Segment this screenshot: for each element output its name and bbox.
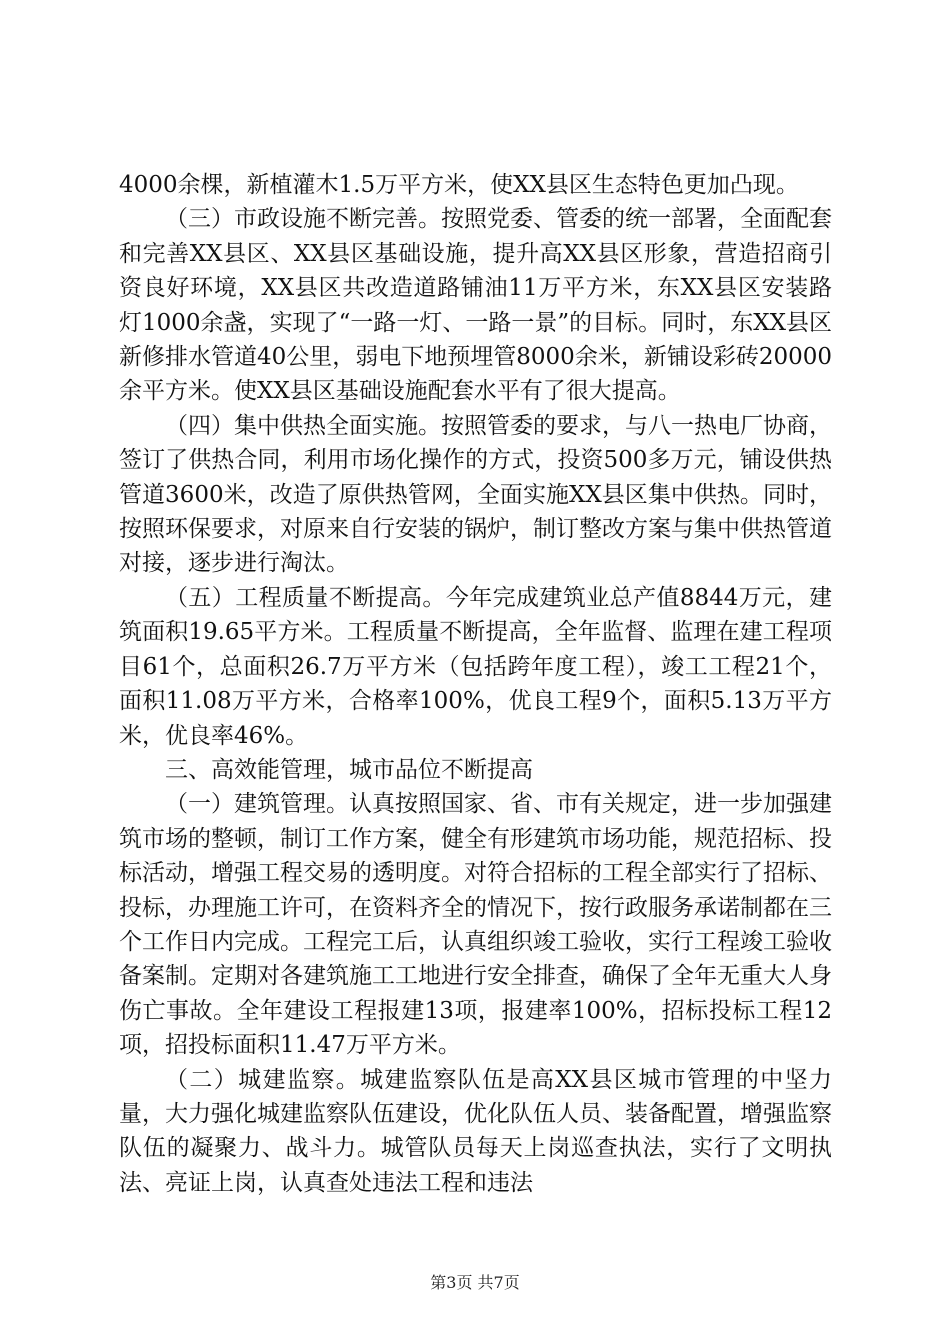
paragraph-central-heating: （四）集中供热全面实施。按照管委的要求，与八一热电厂协商，签订了供热合同，利用市场化操作的方式，投资500多万元，铺设供热管道3600米，改造了原供热管网，全面实施XX县区集中供热。同时，按照环保要求，对原来自行安装的锅炉，制订整改方案与集中供热管道对接，逐步进行淘汰。 [119,412,832,577]
paragraph-engineering-quality: （五）工程质量不断提高。今年完成建筑业总产值8844万元，建筑面积19.65平方米。工程质量不断提高，全年监督、监理在建工程项目61个，总面积26.7万平方米（包括跨年度工程），竣工工程21个，面积11.08万平方米，合格率100%，优良工程9个，面积5.13万平方米，优良率46%。 [119,584,832,749]
paragraph-urban-inspection: （二）城建监察。城建监察队伍是高XX县区城市管理的中坚力量，大力强化城建监察队伍建设，优化队伍人员、装备配置，增强监察队伍的凝聚力、战斗力。城管队员每天上岗巡查执法，实行了文明执法、亮证上岗，认真查处违法工程和违法 [119,1066,832,1196]
document-body [119,168,832,1200]
page-number-footer: 第3页 共7页 [430,1273,520,1292]
paragraph-continuation: 4000余棵，新植灌木1.5万平方米，使XX县区生态特色更加凸现。 [119,172,799,198]
paragraph-municipal-facilities: （三）市政设施不断完善。按照党委、管委的统一部署，全面配套和完善XX县区、XX县区基础设施，提升高XX县区形象，营造招商引资良好环境，XX县区共改造道路铺油11万平方米，东XX县区安装路灯1000余盏，实现了“一路一灯、一路一景”的目标。同时，东XX县区新修排水管道40公里，弱电下地预埋管8000余米，新铺设彩砖20000余平方米。使XX县区基础设施配套水平有了很大提高。 [119,206,832,405]
section-heading-management: 三、高效能管理，城市品位不断提高 [165,756,533,783]
paragraph-construction-management: （一）建筑管理。认真按照国家、省、市有关规定，进一步加强建筑市场的整顿，制订工作方案，健全有形建筑市场功能，规范招标、投标活动，增强工程交易的透明度。对符合招标的工程全部实行了招标、投标，办理施工许可，在资料齐全的情况下，按行政服务承诺制都在三个工作日内完成。工程完工后，认真组织竣工验收，实行工程竣工验收备案制。定期对各建筑施工工地进行安全排查，确保了全年无重大人身伤亡事故。全年建设工程报建13项，报建率100%，招标投标工程12项，招投标面积11.47万平方米。 [119,791,832,1059]
